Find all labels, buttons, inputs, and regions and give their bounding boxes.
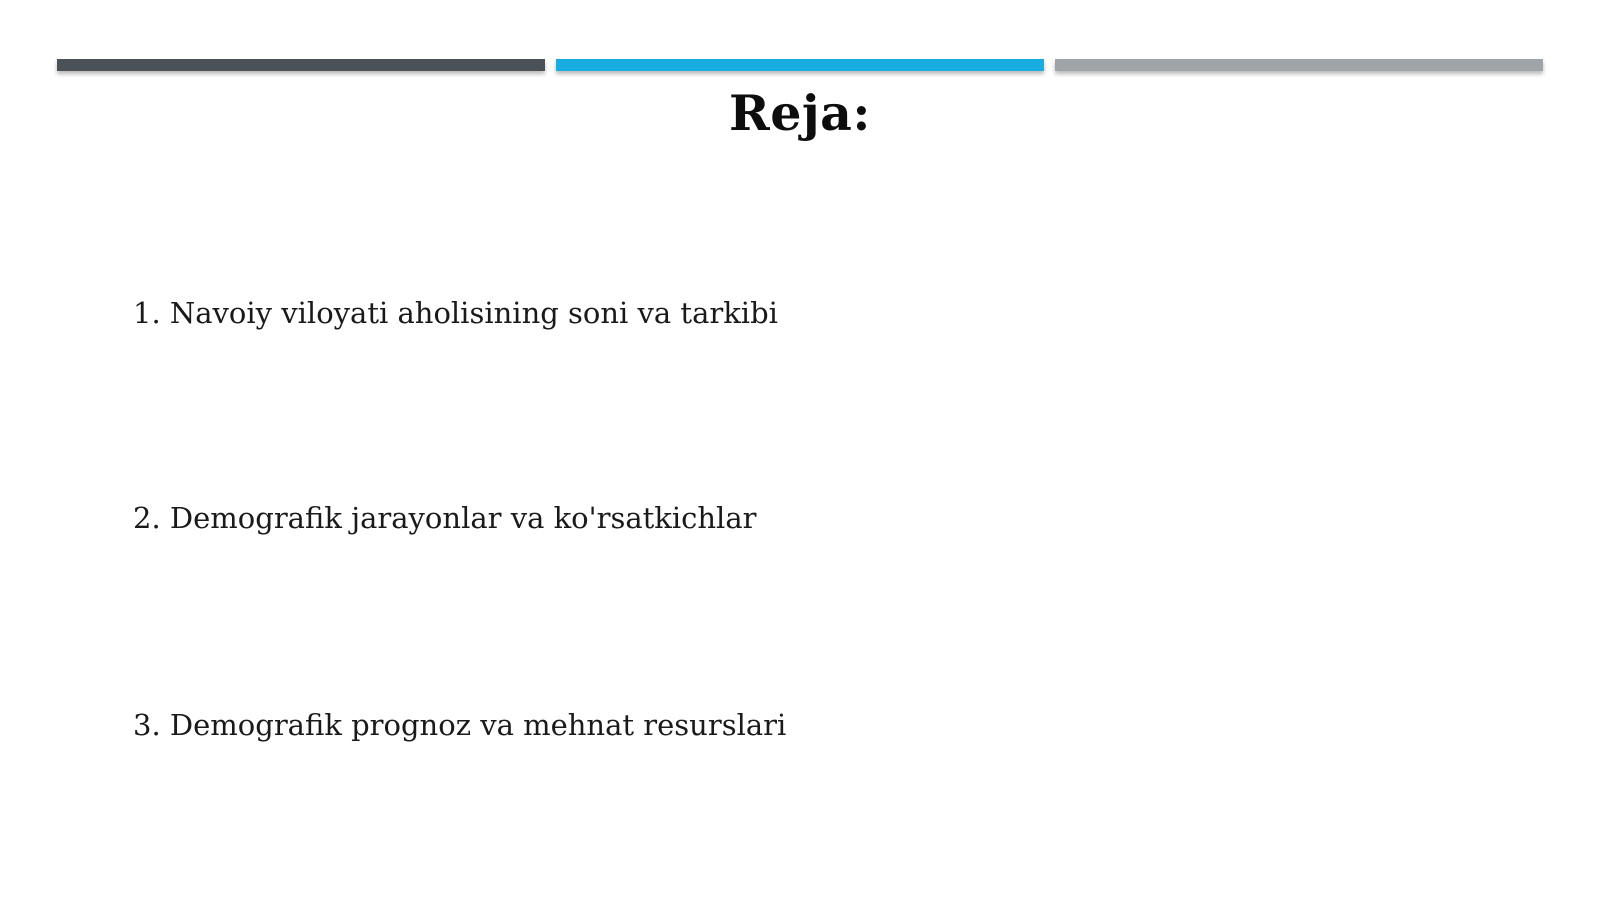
slide-title: Reja: — [729, 84, 871, 142]
header-bar-gray — [1055, 59, 1543, 71]
header-bar-blue — [556, 59, 1044, 71]
header-bar-dark — [57, 59, 545, 71]
plan-item: 3. Demografik prognoz va mehnat resurslari — [133, 708, 787, 742]
plan-item: 1. Navoiy viloyati aholisining soni va tarkibi — [133, 296, 778, 330]
plan-item: 2. Demografik jarayonlar va ko'rsatkichlar — [133, 501, 757, 535]
